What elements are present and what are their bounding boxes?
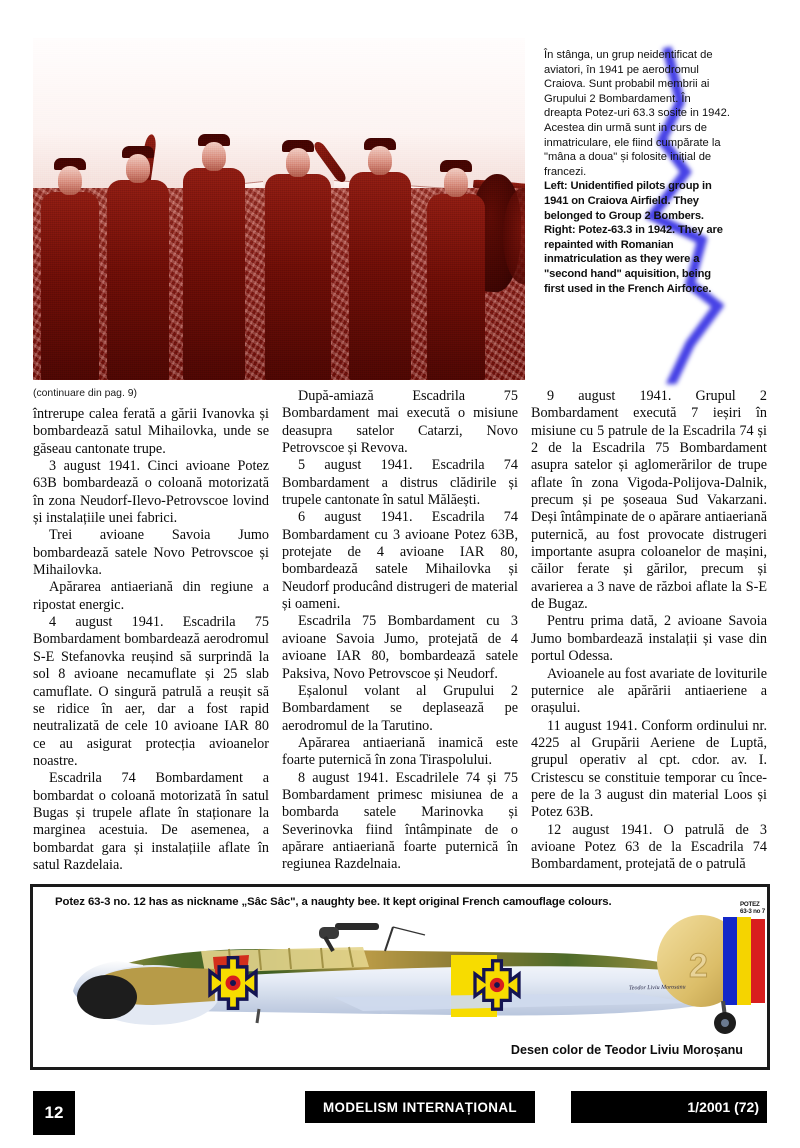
article-column-1 <box>33 388 269 874</box>
paragraph: Apărarea antiaeriană inamică este foarte puternică în zona Tiraspolului. <box>282 734 518 769</box>
paragraph: 3 august 1941. Cinci avioane Potez 63B bombardează o coloană motorizată în zona Neudorf-Ilevo-Petrovscoe lovind și instalațiile unei fabrici. <box>33 458 269 527</box>
paragraph: 8 august 1941. Escadrilele 74 și 75 Bombardament primesc misiunea de a bombarda satele Marinovka și Severinovka fiind întâmpinate de o apărare antiaeriană foarte puternică în regiunea Razdelnaia. <box>282 769 518 873</box>
paragraph: 12 august 1941. O patrulă de 3 avioane Potez 63 de la Escadrila 74 Bombardament, protejată de o patrulă <box>531 821 767 873</box>
tail-fin <box>657 915 765 1007</box>
magazine-title: MODELISM INTERNAȚIONAL <box>305 1091 535 1123</box>
issue-number: 1/2001 (72) <box>637 1091 767 1123</box>
paragraph: 6 august 1941. Escadrila 74 Bombardament cu 3 avioane Potez 63B, protejate de 4 avioane IAR 80, bombardează satele Mihailovka și Neudorf producând distrugeri de material și oameni. <box>282 509 518 613</box>
potez-63-3-profile-illustration <box>33 905 770 1045</box>
paragraph: Escadrila 75 Bombardament cu 3 avioane Savoia Jumo, protejată de 4 avioane IAR 80, bombardează satele Paksiva, Novo Petrovscoe și Neudorf. <box>282 613 518 682</box>
pilot-head <box>368 146 392 175</box>
tail-code-text: POTEZ 63-3 no 7 <box>740 901 766 916</box>
continuation-note: (continuare din pag. 9) <box>33 388 137 399</box>
pilot-figure <box>107 180 169 380</box>
pilot-head <box>286 148 310 177</box>
artist-handwritten-mark: Teodor Liviu Morosanu <box>628 984 686 992</box>
paragraph: 4 august 1941. Escadrila 75 Bombardament bombardează aerodromul S-E Stefanovka reușind să surprindă la sol 8 avioane necamuflate și 25 slab camuflate. O singură patrulă a reușit să se ridice în aer, dar a fost rapid neutralizată de cele 10 avioane IAR 80 ce au asigurat protecția avioanelor noastre. <box>33 614 269 769</box>
artwork-caption: Potez 63-3 no. 12 has as nickname „Sâc Sâc", a naughty bee. It kept original French camouflage colours. <box>55 896 612 908</box>
pilot-figure <box>265 174 331 380</box>
article-column-2 <box>282 388 518 874</box>
paragraph: întrerupe calea ferată a gării Ivanovka și bombardează satul Mihailovka, unde se găseau cantonate trupe. <box>33 406 269 457</box>
pilot-figure <box>349 172 411 380</box>
paragraph: Escadrila 74 Bombardament a bombardat o coloană motorizată în satul Bugas și trupele aflate în staționare la marginea acestuia. De asemenea, a bombardat gara și instalațiile aflate în satul Razdelaia. <box>33 770 269 873</box>
pilot-head <box>444 168 468 197</box>
artwork-signature: Desen color de Teodor Liviu Moroșanu <box>510 1043 743 1057</box>
pilot-figure <box>427 194 485 380</box>
page-footer <box>33 1091 767 1127</box>
pilot-head <box>126 154 150 183</box>
paragraph: Apărarea antiaeriană din regiune a ripostat energic. <box>33 579 269 613</box>
caption-english: Left: Unidentified pilots group in 1941 on Craiova Airfield. They belonged to Group 2 Bombers. Right: Potez-63.3 in 1942. They are repainted with Romanian inmatriculation as they were a "second hand" aquisition, being first used in the French Airforce. <box>544 180 723 295</box>
paragraph: Eșalonul volant al Grupului 2 Bombardament se deplasează pe aerodromul de la Tarutino. <box>282 682 518 734</box>
paragraph: 9 august 1941. Grupul 2 Bombardament execută 7 ieșiri în misiune cu 5 patrule de la Escadrila 74 și 2 de la Escadrila 75 Bombardament asupra satelor și aglomerărilor de trupe aflate în zona Vigoda-Polijova-Dalnik, precum și pe șoseaua Sud Vakarzani. Deși întâmpinate de o apărare antiaeriană puternică, au fost provocate distrugeri importante asupra coloanelor de mașini, căilor ferate și gărilor, precum și avarierea a 3 nave de război aflate la S-E de Bugaz. <box>531 388 767 613</box>
paragraph: Avioanele au fost avariate de loviturile puternice ale apărării antiaeriene a orașului. <box>531 665 767 717</box>
pilot-head <box>58 166 82 195</box>
paragraph: Pentru prima dată, 2 avioane Savoia Jumo bombardează instalații și vase din portul Odessa. <box>531 613 767 665</box>
aircraft-profile-panel <box>30 884 770 1070</box>
pilot-figure <box>41 192 99 380</box>
svg-text:2: 2 <box>689 947 708 985</box>
caption-text <box>544 48 730 296</box>
historical-photo <box>33 38 525 380</box>
photo-caption-block <box>540 44 776 384</box>
pilot-figure <box>183 168 245 380</box>
paragraph: 5 august 1941. Escadrila 74 Bombardament a distrus clădirile și trupele cantonate în satul Mălăești. <box>282 457 518 509</box>
article-columns <box>33 388 767 874</box>
caption-romanian: În stânga, un grup neidentificat de aviatori, în 1941 pe aerodromul Craiova. Sunt probabil membrii ai Grupului 2 Bombardament. În dreapta Potez-uri 63.3 sosite in 1942. Acestea din urmă sunt in curs de inmatriculare, ele fiind cumpărate la "mâna a doua" și folosite inițial de francezi. <box>544 49 730 178</box>
paragraph: 11 august 1941. Conform ordinului nr. 4225 al Grupării Aeriene de Luptă, grupul operativ al cpt. cdor. av. I. Cristescu se constituie temporar cu înce-pere de la 3 august din material Loos și Potez 63B. <box>531 717 767 821</box>
paragraph: După-amiază Escadrila 75 Bombardament mai execută o misiune deasupra satelor Catarzi, Novo Petrovscoe și Revova. <box>282 388 518 457</box>
pilot-head <box>202 142 226 171</box>
article-column-3 <box>531 388 767 874</box>
page-number: 12 <box>33 1091 75 1135</box>
paragraph: Trei avioane Savoia Jumo bombardează satele Novo Petrovscoe și Mihailovka. <box>33 527 269 579</box>
dorsal-gun <box>319 923 379 951</box>
